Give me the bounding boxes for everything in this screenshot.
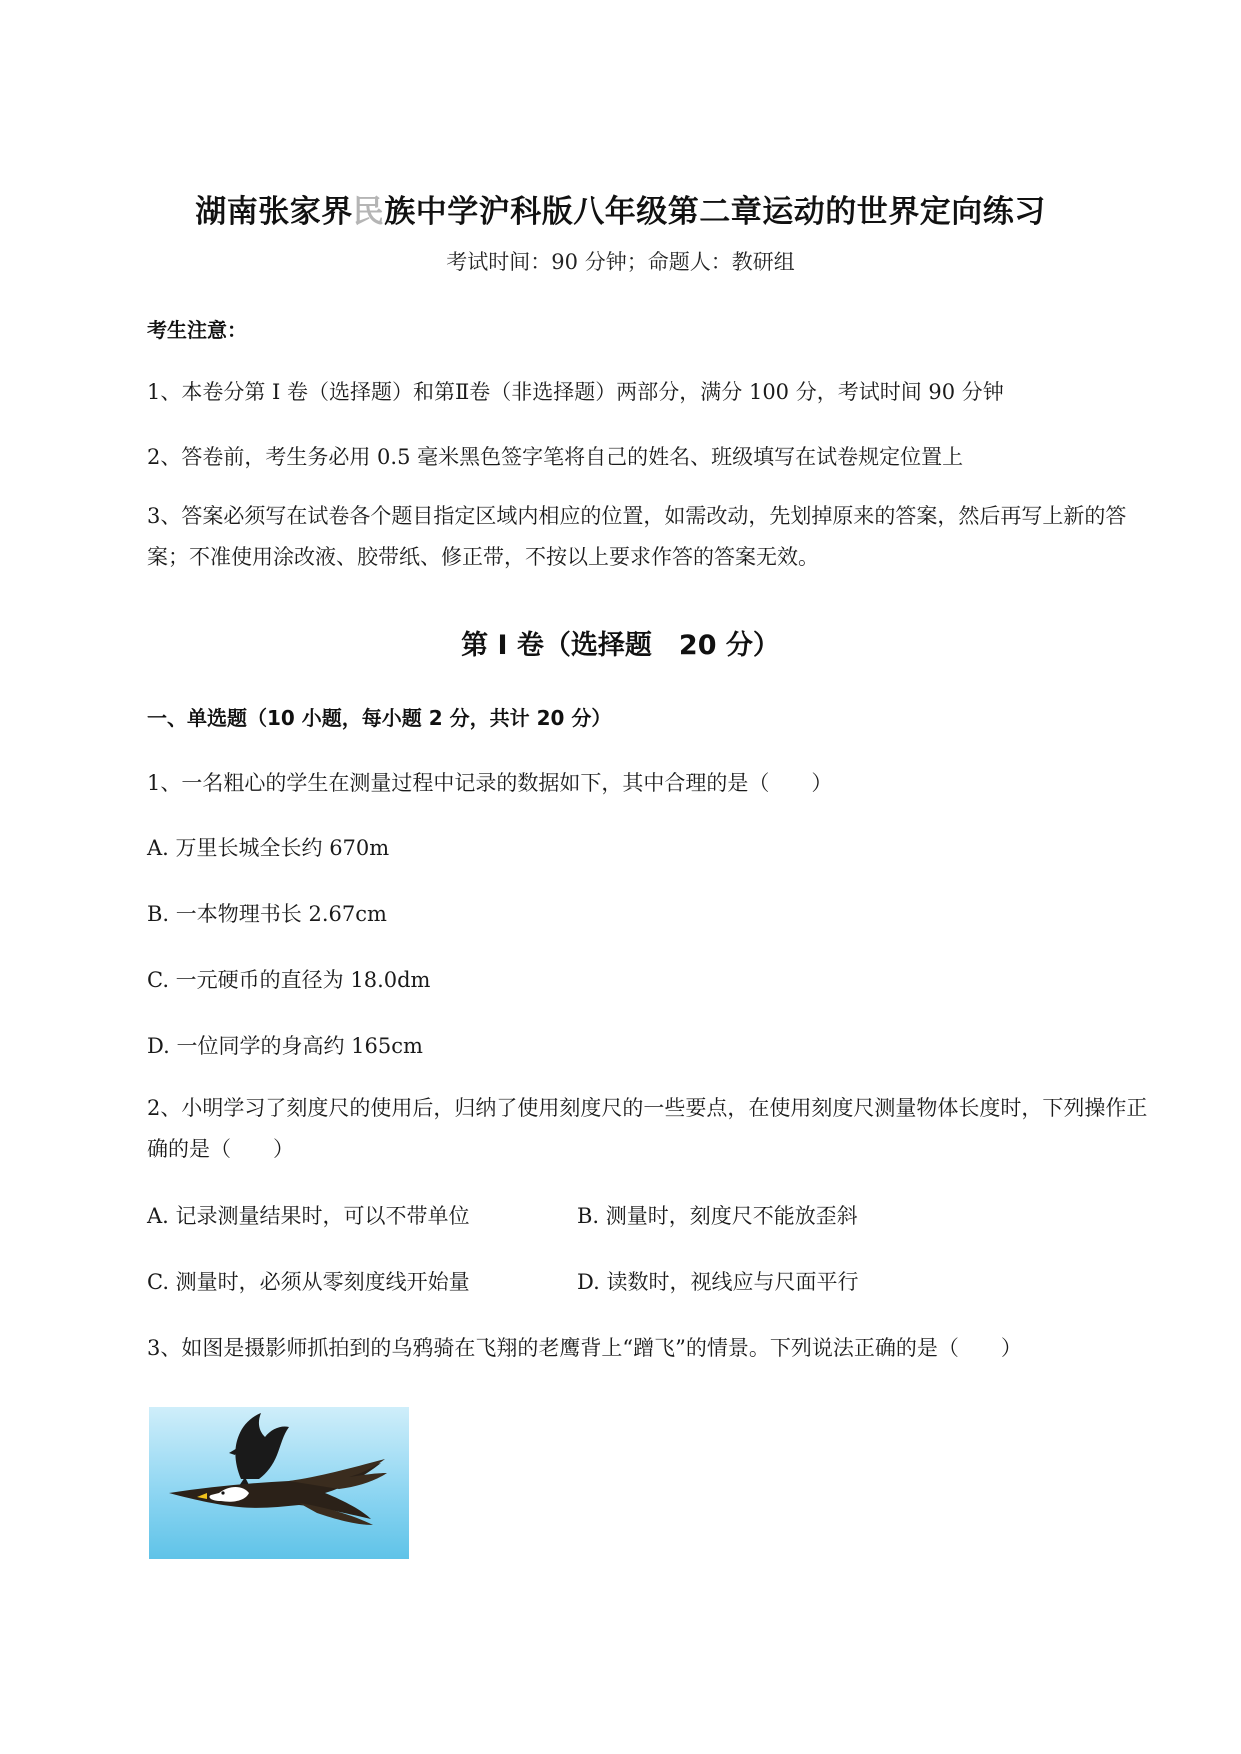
question-2-option-c: C. 测量时，必须从零刻度线开始量: [147, 1270, 470, 1294]
notice-item-3: 3、答案必须写在试卷各个题目指定区域内相应的位置，如需改动，先划掉原来的答案，然后再写上新的答案；不准使用涂改液、胶带纸、修正带，不按以上要求作答的答案无效。: [147, 504, 1127, 569]
part-heading: 一、单选题（10 小题，每小题 2 分，共计 20 分）: [147, 706, 612, 730]
crow-riding-eagle-photo: [149, 1407, 409, 1559]
question-3-stem: 3、如图是摄影师抓拍到的乌鸦骑在飞翔的老鹰背上“蹭飞”的情景。下列说法正确的是（ ）: [147, 1336, 1022, 1360]
title-faded-character: 民: [352, 194, 385, 230]
question-2-option-d: D. 读数时，视线应与尺面平行: [577, 1270, 859, 1294]
title-part-2: 族中学沪科版八年级第二章运动的世界定向练习: [384, 194, 1046, 230]
notice-heading: 考生注意：: [147, 318, 247, 342]
question-1-option-a: A. 万里长城全长约 670m: [147, 836, 390, 860]
page-title: [0, 186, 1241, 231]
notice-item-2: 2、答卷前，考生务必用 0.5 毫米黑色签字笔将自己的姓名、班级填写在试卷规定位置上: [147, 445, 964, 469]
notice-item-1: 1、本卷分第 I 卷（选择题）和第Ⅱ卷（非选择题）两部分，满分 100 分，考试时间 90 分钟: [147, 380, 1004, 404]
question-2-option-a: A. 记录测量结果时，可以不带单位: [147, 1204, 470, 1228]
question-1-option-c: C. 一元硬币的直径为 18.0dm: [147, 968, 431, 992]
question-1-option-b: B. 一本物理书长 2.67cm: [147, 902, 387, 926]
question-2-option-b: B. 测量时，刻度尺不能放歪斜: [577, 1204, 858, 1228]
exam-subtitle: 考试时间：90 分钟；命题人：教研组: [446, 250, 795, 274]
title-part-1: 湖南张家界: [195, 194, 353, 230]
section-heading: 第 I 卷（选择题 20 分）: [461, 630, 780, 661]
question-1-stem: 1、一名粗心的学生在测量过程中记录的数据如下，其中合理的是（ ）: [147, 771, 833, 795]
question-1-option-d: D. 一位同学的身高约 165cm: [147, 1034, 423, 1058]
question-2-stem: 2、小明学习了刻度尺的使用后，归纳了使用刻度尺的一些要点，在使用刻度尺测量物体长度时，下列操作正确的是（ ）: [147, 1096, 1148, 1161]
